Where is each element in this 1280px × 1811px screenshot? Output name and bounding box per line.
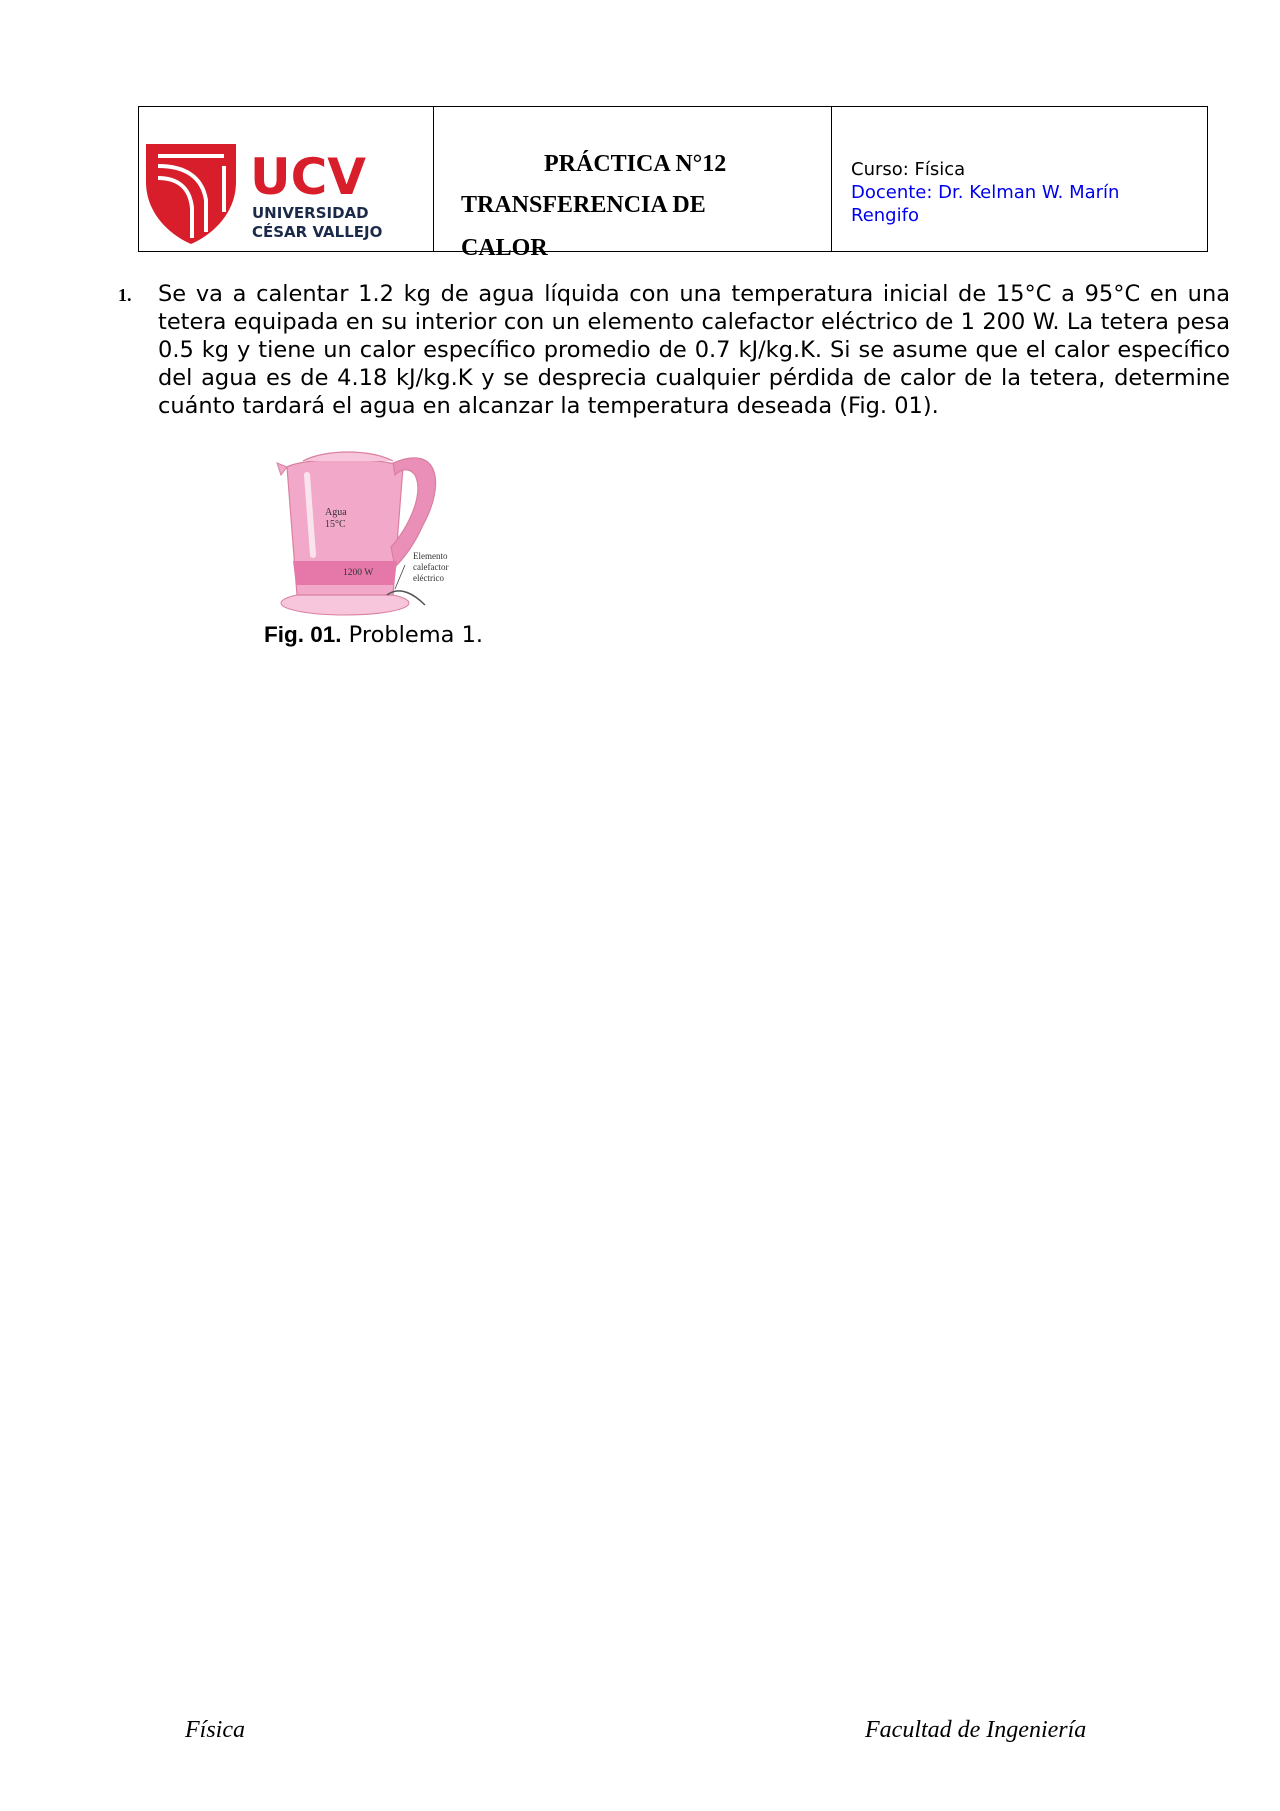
course-label: Curso: Física bbox=[851, 159, 966, 180]
footer-course: Física bbox=[185, 1717, 245, 1743]
practice-title-line1: TRANSFERENCIA DE bbox=[461, 192, 706, 218]
logo-cell bbox=[139, 107, 434, 251]
kettle-spout bbox=[277, 463, 287, 475]
caption-label: Fig. 01. bbox=[264, 622, 342, 647]
ucv-logo bbox=[144, 142, 384, 246]
problem-text: Se va a calentar 1.2 kg de agua líquida con una temperatura inicial de 15°C a 95°C en una tetera equipada en su interior con un elemento calefactor eléctrico de 1 200 W. La tetera pesa 0.5 kg y tiene un calor específico promedio de 0.7 kJ/kg.K. Si se asume que el calor específico del agua es de 4.18 kJ/kg.K y se desprecia cualquier pérdida de calor de la tetera, determine cuánto tardará el agua en alcanzar la temperatura deseada (Fig. 01). bbox=[158, 281, 1230, 419]
kettle-lid bbox=[303, 452, 393, 461]
label-temp: 15°C bbox=[325, 519, 346, 530]
label-power: 1200 W bbox=[343, 568, 374, 578]
kettle-figure bbox=[275, 445, 475, 620]
logo-line1: UNIVERSIDAD bbox=[252, 204, 369, 222]
label-element-3: eléctrico bbox=[413, 573, 444, 583]
label-water: Agua bbox=[325, 507, 347, 518]
caption-text: Problema 1. bbox=[341, 622, 484, 648]
teacher-label: Docente: Dr. Kelman W. Marín Rengifo bbox=[851, 182, 1120, 226]
figure-caption bbox=[264, 622, 483, 648]
info-cell bbox=[832, 107, 1207, 251]
header-table bbox=[138, 106, 1208, 261]
problem-number: 1. bbox=[118, 285, 132, 305]
practice-number: PRÁCTICA N°12 bbox=[544, 151, 727, 177]
logo-line2: CÉSAR VALLEJO bbox=[252, 223, 383, 241]
label-element-1: Elemento bbox=[413, 551, 448, 561]
footer-faculty: Facultad de Ingeniería bbox=[865, 1717, 1087, 1743]
logo-text: UCV bbox=[250, 148, 366, 206]
title-cell bbox=[434, 107, 832, 261]
practice-title-line2: CALOR bbox=[461, 235, 548, 261]
label-element-2: calefactor bbox=[413, 562, 449, 572]
